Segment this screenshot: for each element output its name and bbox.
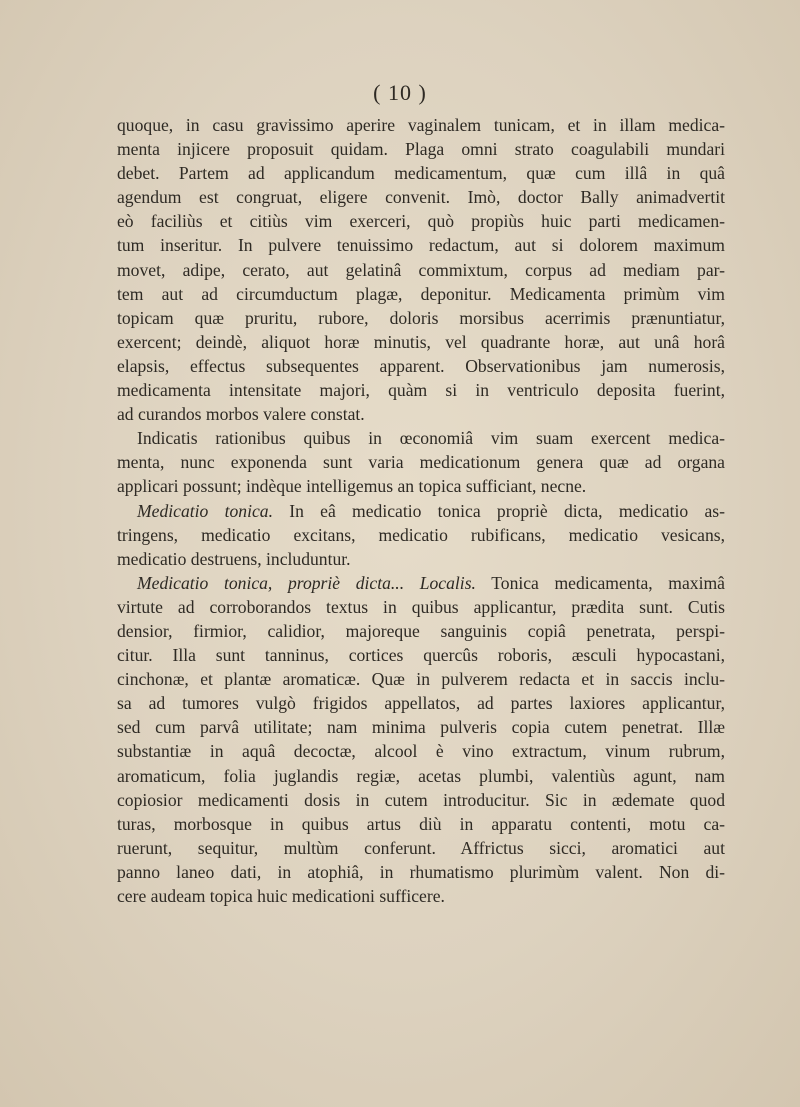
text-line xyxy=(117,764,725,788)
text-line xyxy=(117,330,725,354)
line-text: topicam quæ pruritu, rubore, doloris morsibus acerrimis prænuntiatur, xyxy=(117,307,725,328)
text-line xyxy=(117,788,725,812)
line-text: exercent; deindè, aliquot horæ minutis, vel quadrante horæ, aut unâ horâ xyxy=(117,331,725,352)
line-text: applicari possunt; indèque intelligemus an topica sufficiant, necne. xyxy=(117,476,587,497)
line-text: tem aut ad circumductum plagæ, deponitur. Medicamenta primùm vim xyxy=(117,283,725,304)
text-line xyxy=(117,884,725,908)
text-line xyxy=(117,402,725,426)
text-line xyxy=(117,715,725,739)
text-line xyxy=(117,547,725,571)
text-line xyxy=(117,619,725,643)
text-line xyxy=(117,474,725,498)
line-text: movet, adipe, cerato, aut gelatinâ commixtum, corpus ad mediam par- xyxy=(117,259,725,280)
line-text: cinchonæ, et plantæ aromaticæ. Quæ in pulverem redacta et in saccis inclu- xyxy=(117,669,725,690)
line-text: sa ad tumores vulgò frigidos appellatos, ad partes laxiores applicantur, xyxy=(117,693,725,714)
text-line xyxy=(117,691,725,715)
text-line xyxy=(117,499,725,523)
line-text: eò faciliùs et citiùs vim exerceri, quò propiùs huic parti medicamen- xyxy=(117,211,725,232)
line-text: quoque, in casu gravissimo aperire vaginalem tunicam, et in illam medica- xyxy=(117,115,725,135)
text-line xyxy=(117,137,725,161)
text-line xyxy=(117,860,725,884)
line-text: tringens, medicatio excitans, medicatio rubificans, medicatio vesicans, xyxy=(117,524,725,545)
line-text: debet. Partem ad applicandum medicamentum, quæ cum illâ in quâ xyxy=(117,163,725,184)
text-line xyxy=(117,258,725,282)
line-text: aromaticum, folia juglandis regiæ, acetas plumbi, valentiùs agunt, nam xyxy=(117,765,725,786)
text-line xyxy=(117,836,725,860)
line-text: agendum est congruat, eligere convenit. Imò, doctor Bally animadvertit xyxy=(117,187,725,208)
text-line xyxy=(117,161,725,185)
body-text xyxy=(117,113,725,908)
text-line xyxy=(117,282,725,306)
line-text: In eâ medicatio tonica propriè dicta, medicatio as- xyxy=(272,500,725,521)
text-line xyxy=(117,378,725,402)
line-text: Tonica medicamenta, maximâ xyxy=(475,572,725,593)
italic-heading: Medicatio tonica, propriè dicta... Localis. xyxy=(137,572,476,593)
text-line xyxy=(117,739,725,763)
text-line xyxy=(117,185,725,209)
line-text: virtute ad corroborandos textus in quibus applicantur, prædita sunt. Cutis xyxy=(117,596,725,617)
line-text: elapsis, effectus subsequentes apparent. Observationibus jam numerosis, xyxy=(117,355,725,376)
line-text: ruerunt, sequitur, multùm conferunt. Affrictus sicci, aromatici aut xyxy=(117,837,725,858)
text-line xyxy=(117,643,725,667)
line-text: substantiæ in aquâ decoctæ, alcool è vino extractum, vinum rubrum, xyxy=(117,741,725,762)
line-text: sed cum parvâ utilitate; nam minima pulveris copia cutem penetrat. Illæ xyxy=(117,717,725,738)
text-line xyxy=(117,595,725,619)
line-text: copiosior medicamenti dosis in cutem introducitur. Sic in ædemate quod xyxy=(117,789,725,810)
text-line xyxy=(117,233,725,257)
text-line xyxy=(117,113,725,137)
line-text: cere audeam topica huic medicationi sufficere. xyxy=(117,886,445,906)
line-text: menta injicere proposuit quidam. Plaga omni strato coagulabili mundari xyxy=(117,139,725,160)
text-line xyxy=(117,523,725,547)
line-text: medicamenta intensitate majori, quàm si in ventriculo deposita fuerint, xyxy=(117,380,725,401)
line-text: tum inseritur. In pulvere tenuissimo redactum, aut si dolorem maximum xyxy=(117,235,725,256)
line-text: ad curandos morbos valere constat. xyxy=(117,404,365,425)
line-text: medicatio destruens, includuntur. xyxy=(117,548,351,569)
line-text: citur. Illa sunt tanninus, cortices quercûs roboris, æsculi hypocastani, xyxy=(117,645,725,666)
text-line xyxy=(117,812,725,836)
text-line xyxy=(117,571,725,595)
line-text: densior, firmior, calidior, majoreque sanguinis copiâ penetrata, perspi- xyxy=(117,620,725,641)
text-line xyxy=(117,450,725,474)
line-text: Indicatis rationibus quibus in œconomiâ vim suam exercent medica- xyxy=(137,428,725,449)
line-text: turas, morbosque in quibus artus diù in apparatu contenti, motu ca- xyxy=(117,813,725,834)
text-line xyxy=(117,667,725,691)
text-line xyxy=(117,209,725,233)
line-text: menta, nunc exponenda sunt varia medicationum genera quæ ad organa xyxy=(117,452,725,473)
text-line xyxy=(117,426,725,450)
line-text: panno laneo dati, in atophiâ, in rhumatismo plurimùm valent. Non di- xyxy=(117,861,725,882)
italic-heading: Medicatio tonica. xyxy=(137,500,273,521)
page-number: ( 10 ) xyxy=(373,80,427,105)
text-line xyxy=(117,354,725,378)
text-line xyxy=(117,306,725,330)
